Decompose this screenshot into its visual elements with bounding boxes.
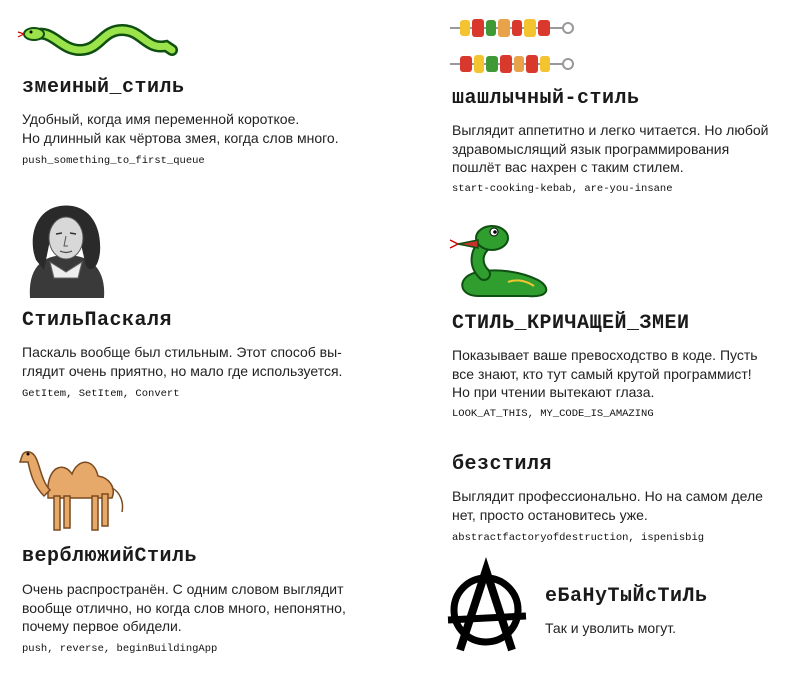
anarchy-icon <box>442 566 530 652</box>
style-examples-screaming-snake-case: LOOK_AT_THIS, MY_CODE_IS_AMAZING <box>452 408 654 420</box>
camel-icon <box>20 436 130 536</box>
style-description-pascal-case: Паскаль вообще был стильным. Этот способ вы- глядит очень приятно, но мало где используется. <box>22 344 343 379</box>
style-description-kebab-case: Выглядит аппетитно и легко читается. Но любой здравомыслящий язык программирования пошлёт вас нахрен с таким стилем. <box>452 122 769 175</box>
style-examples-flat-case: abstractfactoryofdestruction, ispenisbig <box>452 532 705 544</box>
style-description-snake-case: Удобный, когда имя переменной короткое. Но длинный как чёртова змея, когда слов много. <box>22 111 339 146</box>
style-examples-pascal-case: GetItem, SetItem, Convert <box>22 388 180 400</box>
snake-icon <box>22 20 178 60</box>
style-title-camel-case: верблюжийСтиль <box>22 545 198 568</box>
style-examples-camel-case: push, reverse, beginBuildingApp <box>22 643 218 655</box>
style-examples-kebab-case: start-cooking-kebab, are-you-insane <box>452 183 673 195</box>
style-title-screaming-snake-case: СТИЛЬ_КРИЧАЩЕЙ_ЗМЕИ <box>452 312 690 335</box>
style-title-snake-case: змеиный_стиль <box>22 76 185 99</box>
style-description-sponge-case: Так и уволить могут. <box>545 620 677 636</box>
screaming-snake-icon <box>448 220 556 300</box>
style-description-flat-case: Выглядит профессионально. Но на самом деле нет, просто остановитесь уже. <box>452 488 763 523</box>
style-title-sponge-case: еБаНуТыЙсТиЛь <box>545 585 708 608</box>
style-description-camel-case: Очень распространён. С одним словом выглядит вообще отлично, но когда слов много, непонятно, почему первое обидели. <box>22 581 346 634</box>
pascal-portrait-icon <box>20 200 112 298</box>
style-title-kebab-case: шашлычный-стиль <box>452 87 640 110</box>
style-title-flat-case: безстиля <box>452 453 553 476</box>
style-examples-snake-case: push_something_to_first_queue <box>22 155 205 167</box>
style-description-screaming-snake-case: Показывает ваше превосходство в коде. Пусть все знают, кто тут самый крутой программист! Но при чтении вытекают глаза. <box>452 347 758 400</box>
style-title-pascal-case: СтильПаскаля <box>22 309 173 332</box>
kebab-skewers-icon <box>448 14 576 80</box>
